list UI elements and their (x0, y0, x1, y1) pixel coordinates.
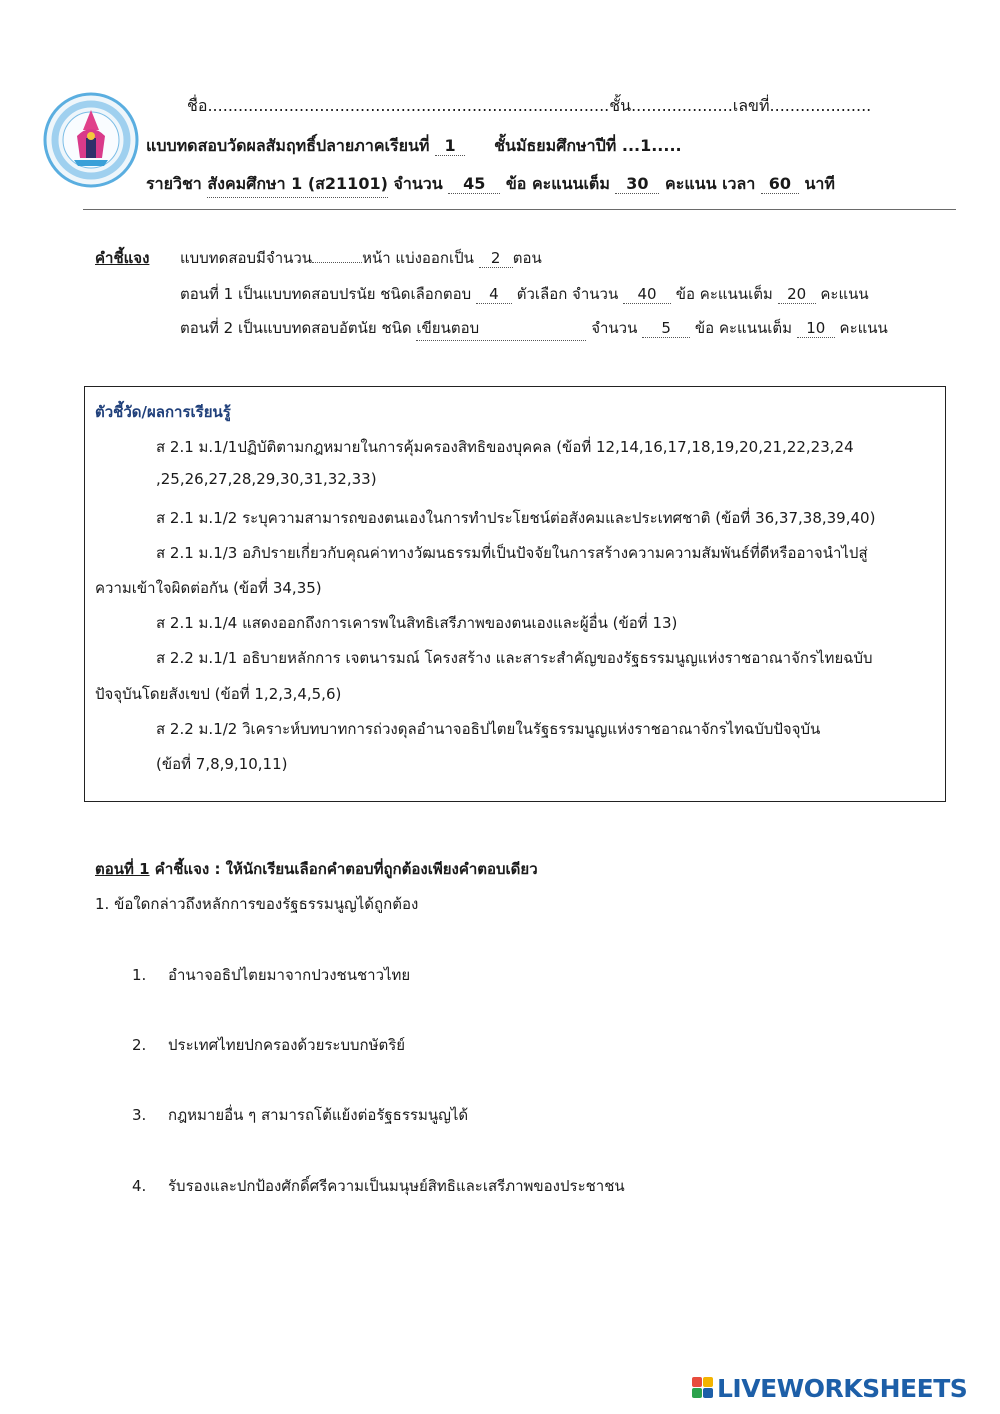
choice-count: 4 (476, 285, 512, 304)
full-score-label: คะแนนเต็ม (531, 174, 610, 193)
instr2-text-d: คะแนน (820, 285, 869, 303)
liveworksheets-brand[interactable] (692, 1373, 967, 1403)
number-blank[interactable]: .................... (769, 96, 872, 115)
parts-count: 2 (479, 249, 513, 268)
part1-instruction: คำชี้แจง : ให้นักเรียนเลือกคำตอบที่ถูกต้องเพียงคำตอบเดียว (154, 860, 538, 878)
indicator-line: ส 2.1 ม.1/4 แสดงออกถึงการเคารพในสิทธิเสรีภาพของตนเองและผู้อื่น (ข้อที่ 13) (156, 614, 678, 632)
count-label: จำนวน (393, 174, 443, 193)
page-count-blank[interactable] (312, 262, 362, 263)
name-label: ชื่อ (187, 96, 208, 115)
option-1[interactable] (132, 963, 410, 987)
item-unit: ข้อ (505, 174, 527, 193)
option-2[interactable] (132, 1033, 405, 1057)
instr1-text-b: หน้า แบ่งออกเป็น (362, 249, 474, 267)
option-number: 1. (132, 966, 147, 984)
part1-item-count: 40 (623, 285, 671, 304)
indicator-line: ปัจจุบันโดยสังเขป (ข้อที่ 1,2,3,4,5,6) (95, 685, 342, 703)
class-blank[interactable]: .................... (631, 96, 733, 115)
class-label: ชั้น (609, 96, 632, 115)
question-1-text: 1. ข้อใดกล่าวถึงหลักการของรัฐธรรมนูญได้ถูกต้อง (95, 895, 419, 913)
indicator-line: ,25,26,27,28,29,30,31,32,33) (156, 470, 377, 488)
subject-line (146, 172, 835, 198)
option-text: อำนาจอธิปไตยมาจากปวงชนชาวไทย (168, 966, 411, 984)
score-unit: คะแนน (665, 174, 717, 193)
option-number: 3. (132, 1106, 147, 1124)
indicators-heading: ตัวชี้วัด/ผลการเรียนรู้ (95, 403, 231, 421)
part2-item-count: 5 (642, 319, 690, 338)
indicator-line: ส 2.2 ม.1/1 อธิบายหลักการ เจตนารมณ์ โครงสร้าง และสาระสำคัญของรัฐธรรมนูญแห่งราชอาณาจักรไทยฉบับ (156, 649, 873, 667)
full-score-value: 30 (615, 174, 659, 194)
part2-score: 10 (797, 319, 835, 338)
liveworksheets-logo-icon (692, 1377, 714, 1399)
instr1-text-a: แบบทดสอบมีจำนวน (180, 249, 313, 267)
indicator-line: ส 2.1 ม.1/2 ระบุความสามารถของตนเองในการทำประโยชน์ต่อสังคมและประเทศชาติ (ข้อที่ 36,37,38,39,40) (156, 509, 876, 527)
exam-title: แบบทดสอบวัดผลสัมฤทธิ์ปลายภาคเรียนที่ (146, 136, 430, 155)
semester-value: 1 (435, 136, 465, 156)
count-value: 45 (448, 174, 500, 194)
indicator-line: ส 2.1 ม.1/1ปฏิบัติตามกฎหมายในการคุ้มครองสิทธิของบุคคล (ข้อที่ 12,14,16,17,18,19,20,21,22,23,24 (156, 438, 854, 456)
option-number: 4. (132, 1177, 147, 1195)
option-number: 2. (132, 1036, 147, 1054)
indicator-line: (ข้อที่ 7,8,9,10,11) (156, 755, 288, 773)
part1-heading (95, 857, 538, 881)
name-blank[interactable]: ............................................................................... (207, 96, 610, 115)
instr1-text-c: ตอน (512, 249, 542, 267)
name-class-number-line (187, 94, 871, 119)
option-text: กฎหมายอื่น ๆ สามารถโต้แย้งต่อรัฐธรรมนูญได้ (168, 1106, 469, 1124)
part1-label: ตอนที่ 1 (95, 860, 150, 878)
instructions-line-2 (180, 282, 869, 306)
subject-label: รายวิชา (146, 174, 202, 193)
indicator-line: ความเข้าใจผิดต่อกัน (ข้อที่ 34,35) (95, 579, 322, 597)
time-label: เวลา (722, 174, 756, 193)
exam-title-line (146, 134, 682, 159)
instr3-text-b: จำนวน (591, 319, 638, 337)
instructions-line-1 (180, 246, 542, 270)
time-unit: นาที (804, 174, 835, 193)
instr2-text-a: ตอนที่ 1 เป็นแบบทดสอบปรนัย ชนิดเลือกตอบ (180, 285, 472, 303)
instr2-text-c: ข้อ คะแนนเต็ม (675, 285, 773, 303)
indicator-line: ส 2.1 ม.1/3 อภิปรายเกี่ยวกับคุณค่าทางวัฒนธรรมที่เป็นปัจจัยในการสร้างความความสัมพันธ์ที่ดีหรืออาจนำไปสู่ (156, 544, 868, 562)
grade-value: ...1..... (621, 136, 682, 155)
option-text: ประเทศไทยปกครองด้วยระบบกษัตริย์ (168, 1036, 406, 1054)
instr3-text-d: คะแนน (839, 319, 888, 337)
number-label: เลขที่ (732, 96, 770, 115)
header-divider (83, 209, 956, 210)
option-4[interactable] (132, 1174, 625, 1198)
time-value: 60 (761, 174, 799, 194)
grade-label: ชั้นมัธยมศึกษาปีที่ (494, 136, 617, 155)
option-3[interactable] (132, 1103, 468, 1127)
subject-name: สังคมศึกษา 1 (ส21101) (207, 172, 388, 198)
part1-score: 20 (778, 285, 816, 304)
instructions-line-3 (180, 316, 888, 341)
brand-name: LIVEWORKSHEETS (717, 1373, 968, 1403)
school-logo (42, 92, 140, 188)
instr2-text-b: ตัวเลือก จำนวน (516, 285, 619, 303)
instructions-heading: คำชี้แจง (95, 249, 150, 267)
indicator-line: ส 2.2 ม.1/2 วิเคราะห์บทบาทการถ่วงดุลอำนาจอธิปไตยในรัฐธรรมนูญแห่งราชอาณาจักรไทฉบับปัจจุบัน (156, 720, 821, 738)
instr3-text-a: ตอนที่ 2 เป็นแบบทดสอบอัตนัย ชนิด (180, 319, 412, 337)
option-text: รับรองและปกป้องศักดิ์ศรีความเป็นมนุษย์สิทธิและเสรีภาพของประชาชน (168, 1177, 625, 1195)
instr3-text-c: ข้อ คะแนนเต็ม (694, 319, 792, 337)
part2-type: เขียนตอบ (416, 316, 586, 341)
